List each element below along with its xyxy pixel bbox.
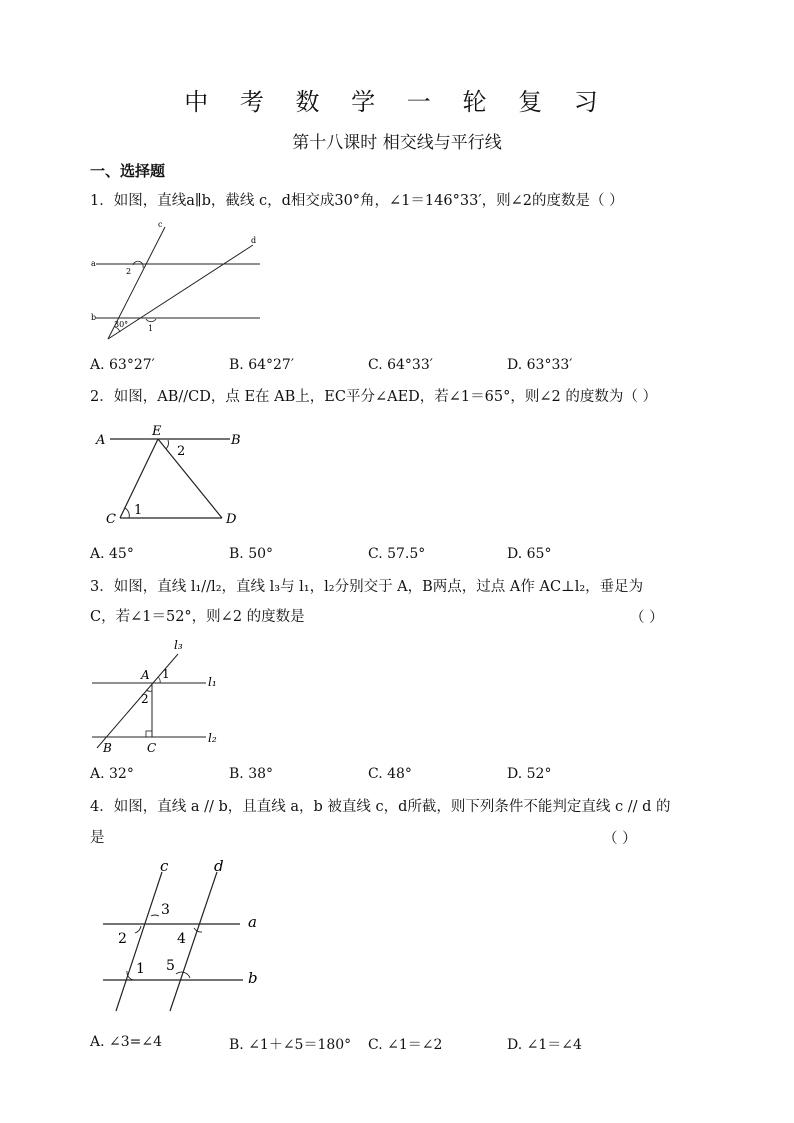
section-heading: 一、选择题 <box>90 162 166 180</box>
point-c-label: C <box>147 741 157 755</box>
line-d-label: d <box>251 236 257 245</box>
q1-option-d: D. 63°33′ <box>507 357 573 373</box>
q4-option-a: A. ∠3=∠4 <box>90 1034 163 1050</box>
point-a-label: A <box>141 668 150 682</box>
line-l2-label: l₂ <box>208 731 217 745</box>
angle-4-label: 4 <box>177 931 186 947</box>
q1-option-c: C. 64°33′ <box>368 357 433 373</box>
angle-5-label: 5 <box>166 958 175 974</box>
angle-1-label: 1 <box>136 961 145 977</box>
q2-option-c: C. 57.5° <box>368 546 426 562</box>
question-2-stem: 2．如图，AB//CD，点 E在 AB上，EC平分∠AED，若∠1＝65°，则∠2 的度数为（ ） <box>90 389 657 405</box>
q4-option-b: B. ∠1＋∠5＝180° <box>229 1037 352 1053</box>
question-4-stem: 4．如图，直线 a // b，且直线 a，b 被直线 c，d所截，则下列条件不能判定直线 c // d 的 <box>90 799 671 815</box>
question-1-figure <box>88 215 268 340</box>
line-a-label: a <box>91 259 96 268</box>
line-b-label: b <box>248 969 258 987</box>
q2-option-d: D. 65° <box>507 546 552 562</box>
page-title: 中 考 数 学 一 轮 复 习 <box>184 88 610 116</box>
q2-option-b: B. 50° <box>229 546 274 562</box>
q4-option-d: D. ∠1＝∠4 <box>507 1037 582 1053</box>
point-b-label: B <box>231 433 241 448</box>
angle-1-label: 1 <box>162 667 170 681</box>
question-1-stem: 1．如图，直线a∥b，截线 c，d相交成30°角，∠1＝146°33′，则∠2的度数是（ ） <box>90 193 624 209</box>
line-l3-label: l₃ <box>174 638 183 652</box>
angle-2-label: 2 <box>118 931 127 947</box>
question-2-figure <box>92 422 252 532</box>
angle-2-label: 2 <box>141 692 149 706</box>
angle-2-label: 2 <box>177 444 186 459</box>
line-a-label: a <box>248 913 257 931</box>
line-l1-label: l₁ <box>208 675 217 689</box>
q3-option-b: B. 38° <box>229 766 274 782</box>
q1-option-b: B. 64°27′ <box>229 357 294 373</box>
question-3-stem: 3．如图，直线 l₁//l₂，直线 l₃与 l₁，l₂分别交于 A，B两点，过点 A作 AC⊥l₂，垂足为 <box>90 579 644 595</box>
question-3-figure <box>88 636 238 756</box>
line-d-label: d <box>214 857 224 875</box>
point-d-label: D <box>226 512 237 527</box>
point-a-label: A <box>96 433 106 448</box>
q3-option-a: A. 32° <box>90 766 134 782</box>
angle-1-label: 1 <box>134 503 143 518</box>
angle-2-label: 2 <box>126 267 132 276</box>
question-4-stem-continued: 是 <box>90 830 105 846</box>
angle-30-label: 30° <box>114 320 129 329</box>
point-b-label: B <box>103 741 112 755</box>
q2-option-a: A. 45° <box>90 546 134 562</box>
point-c-label: C <box>106 512 116 527</box>
q3-option-c: C. 48° <box>368 766 412 782</box>
line-c-label: c <box>160 857 169 875</box>
q1-option-a: A. 63°27′ <box>90 357 155 373</box>
angle-3-label: 3 <box>161 902 170 918</box>
question-4-answer-blank: （ ） <box>603 831 637 847</box>
point-e-label: E <box>152 424 162 439</box>
lesson-subtitle: 第十八课时 相交线与平行线 <box>292 133 502 153</box>
question-3-answer-blank: （ ） <box>630 610 664 626</box>
q3-option-d: D. 52° <box>507 766 552 782</box>
line-b-label: b <box>91 313 97 322</box>
line-c-label: c <box>158 220 163 229</box>
angle-1-label: 1 <box>148 324 154 333</box>
q4-option-c: C. ∠1＝∠2 <box>368 1037 443 1053</box>
question-3-stem-continued: C，若∠1＝52°，则∠2 的度数是 <box>90 609 305 625</box>
question-4-figure <box>98 856 278 1016</box>
